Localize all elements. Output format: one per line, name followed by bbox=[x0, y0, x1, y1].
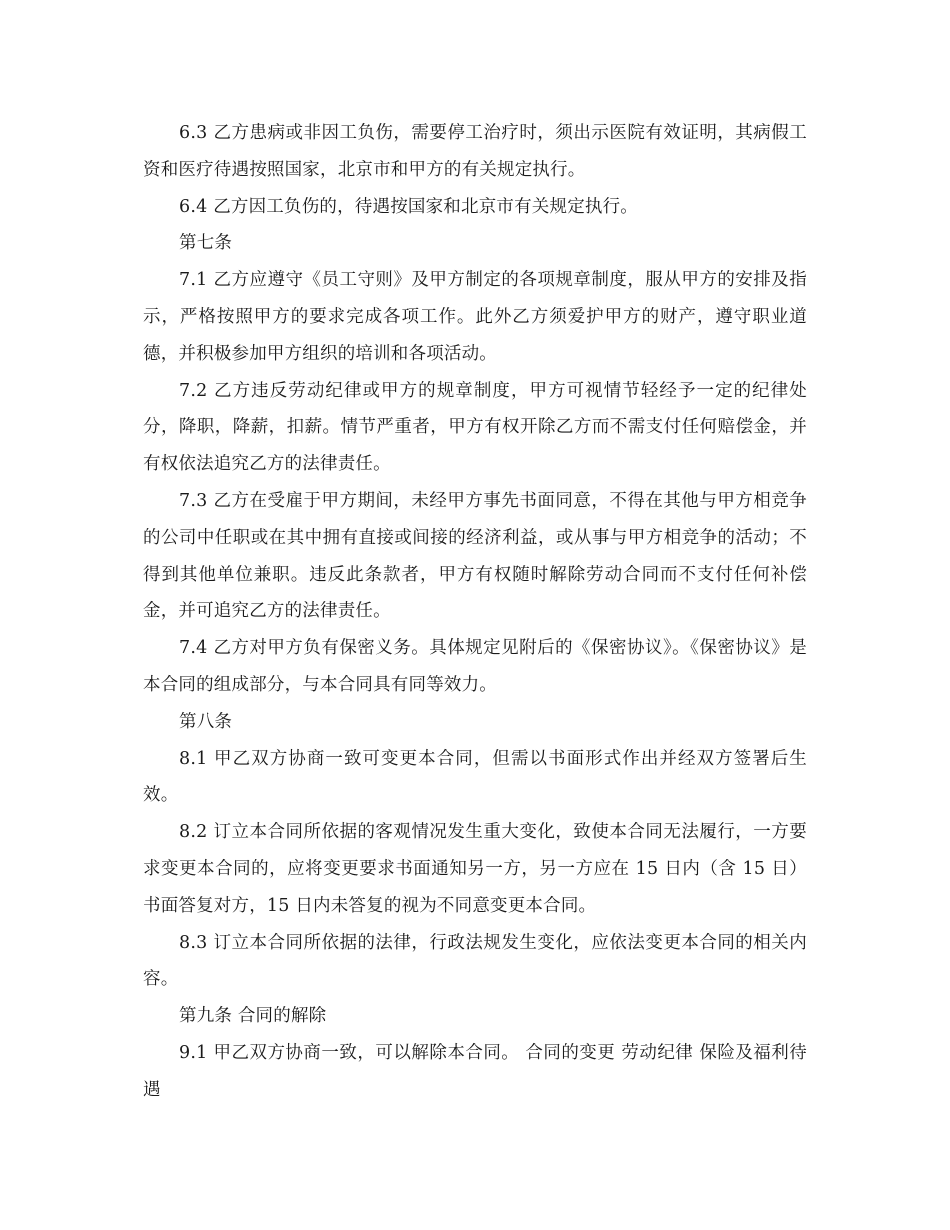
paragraph-7-1: 7.1 乙方应遵守《员工守则》及甲方制定的各项规章制度，服从甲方的安排及指示，严格按照甲方的要求完成各项工作。此外乙方须爱护甲方的财产，遵守职业道德，并积极参加甲方组织的培训和各项活动。 bbox=[143, 270, 807, 364]
paragraph-7-4: 7.4 乙方对甲方负有保密义务。具体规定见附后的《保密协议》。《保密协议》是本合同的组成部分，与本合同具有同等效力。 bbox=[143, 638, 807, 695]
paragraph-8-1: 8.1 甲乙双方协商一致可变更本合同，但需以书面形式作出并经双方签署后生效。 bbox=[143, 748, 807, 806]
paragraph-8-2: 8.2 订立本合同所依据的客观情况发生重大变化，致使本合同无法履行，一方要求变更本合同的，应将变更要求书面通知另一方，另一方应在 15 日内（含 15 日）书面答复对方，15 日内未答复的视为不同意变更本合同。 bbox=[143, 822, 807, 916]
paragraph-9-1: 9.1 甲乙双方协商一致，可以解除本合同。 合同的变更 劳动纪律 保险及福利待遇 bbox=[143, 1042, 807, 1100]
document-body bbox=[143, 115, 807, 1109]
paragraph-6-3: 6.3 乙方患病或非因工负伤，需要停工治疗时，须出示医院有效证明，其病假工资和医疗待遇按照国家，北京市和甲方的有关规定执行。 bbox=[143, 123, 807, 180]
article-8-heading: 第八条 bbox=[179, 711, 233, 732]
article-9-heading: 第九条 合同的解除 bbox=[179, 1006, 327, 1027]
paragraph-8-3: 8.3 订立本合同所依据的法律，行政法规发生变化，应依法变更本合同的相关内容。 bbox=[143, 932, 807, 990]
article-7-heading: 第七条 bbox=[179, 233, 233, 254]
paragraph-7-3: 7.3 乙方在受雇于甲方期间，未经甲方事先书面同意，不得在其他与甲方相竞争的公司中任职或在其中拥有直接或间接的经济利益，或从事与甲方相竞争的活动；不得到其他单位兼职。违反此条款者，甲方有权随时解除劳动合同而不支付任何补偿金，并可追究乙方的法律责任。 bbox=[143, 490, 807, 622]
paragraph-6-4: 6.4 乙方因工负伤的，待遇按国家和北京市有关规定执行。 bbox=[179, 196, 638, 217]
paragraph-7-2: 7.2 乙方违反劳动纪律或甲方的规章制度，甲方可视情节轻经予一定的纪律处分，降职，降薪，扣薪。情节严重者，甲方有权开除乙方而不需支付任何赔偿金，并有权依法追究乙方的法律责任。 bbox=[143, 380, 807, 475]
